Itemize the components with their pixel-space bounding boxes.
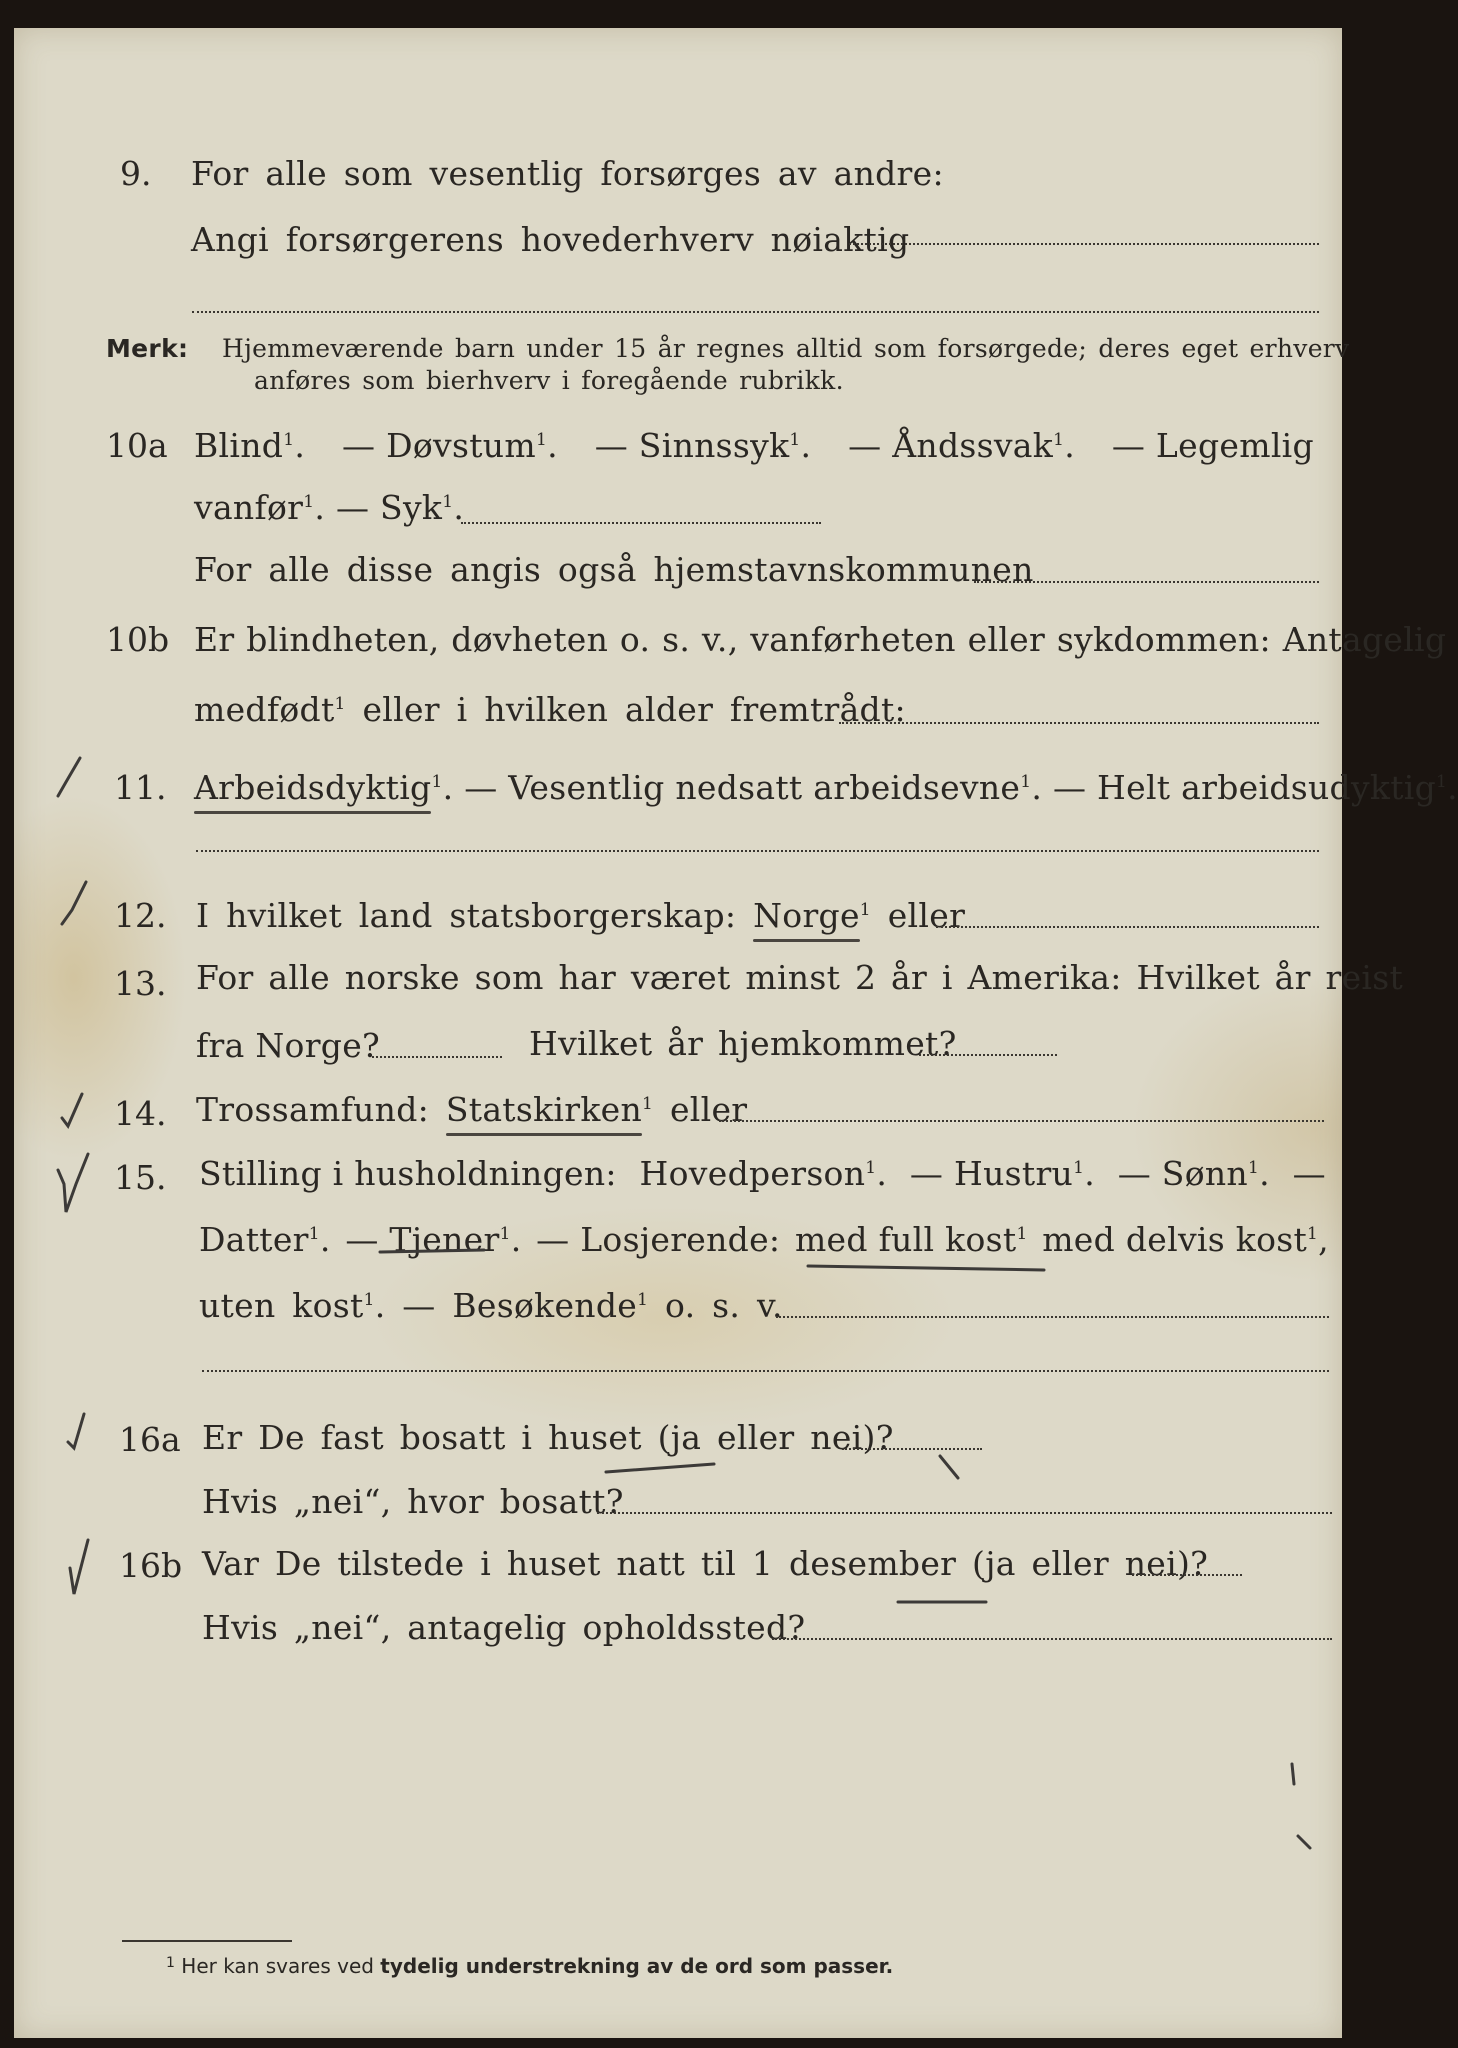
- option-blind[interactable]: Blind$^1$.: [194, 426, 306, 465]
- q9-line2: Angi forsørgerens hovederhverv nøiaktig: [191, 220, 910, 259]
- option-full-kost[interactable]: med full kost$^1$: [794, 1220, 1028, 1259]
- option-andssvak[interactable]: — Åndssvak$^1$.: [848, 426, 1075, 465]
- q13-line2a: fra Norge?: [196, 1026, 381, 1065]
- footnote-text: Her kan svares ved: [181, 1954, 374, 1978]
- checkmark-icon: [62, 882, 86, 924]
- q12-eller: eller: [887, 896, 966, 935]
- q15-label: Stilling i husholdningen:: [199, 1154, 617, 1193]
- option-hustru[interactable]: — Hustru$^1$.: [909, 1154, 1095, 1193]
- option-syk[interactable]: — Syk$^1$.: [335, 488, 465, 527]
- option-helt-arbeidsudyktig[interactable]: — Helt arbeidsudyktig$^1$.: [1052, 768, 1458, 807]
- merk-line1: Hjemmeværende barn under 15 år regnes alltid som forsørgede; deres eget erhverv: [222, 334, 1350, 363]
- checkmark-icon: [68, 1414, 84, 1448]
- q15-dash: —: [1292, 1154, 1326, 1193]
- handwritten-stroke: [1298, 1836, 1310, 1848]
- option-tjener[interactable]: — Tjener$^1$.: [345, 1220, 522, 1259]
- option-uten-kost[interactable]: uten kost$^1$.: [199, 1286, 386, 1325]
- q14-label: Trossamfund:: [196, 1090, 430, 1129]
- checkmark-icon: [70, 1540, 88, 1594]
- option-sinnssyk[interactable]: — Sinnssyk$^1$.: [594, 426, 812, 465]
- option-legemlig[interactable]: — Legemlig: [1111, 426, 1314, 465]
- checkmark-icon: [58, 1154, 88, 1212]
- option-medfodt[interactable]: medfødt$^1$: [194, 690, 346, 729]
- option-delvis-kost[interactable]: med delvis kost$^1$,: [1042, 1220, 1329, 1259]
- q10b-number: 10b: [106, 620, 170, 659]
- q15-number: 15.: [114, 1158, 167, 1197]
- option-vesentlig-nedsatt[interactable]: — Vesentlig nedsatt arbeidsevne$^1$.: [464, 768, 1043, 807]
- option-dovstum[interactable]: — Døvstum$^1$.: [342, 426, 558, 465]
- handwritten-stroke: [606, 1464, 714, 1472]
- option-vanfor[interactable]: vanfør$^1$.: [194, 488, 326, 527]
- handwritten-stroke: [1292, 1764, 1294, 1784]
- handwriting-layer: [14, 28, 1342, 2038]
- q13-number: 13.: [114, 964, 167, 1003]
- q12-number: 12.: [114, 896, 167, 935]
- q10b-line1: Er blindheten, døvheten o. s. v., vanførheten eller sykdommen: Antagelig: [194, 620, 1447, 659]
- option-sonn[interactable]: — Sønn$^1$.: [1117, 1154, 1270, 1193]
- option-arbeidsdyktig[interactable]: Arbeidsdyktig$^1$.: [194, 768, 454, 807]
- q16b-line2: Hvis „nei“, antagelig opholdssted?: [202, 1608, 806, 1647]
- footnote-mark: 1: [166, 1955, 175, 1971]
- q14-eller: eller: [669, 1090, 748, 1129]
- q16a-number: 16a: [119, 1420, 181, 1459]
- q14-number: 14.: [114, 1094, 167, 1133]
- handwritten-stroke: [380, 1250, 484, 1252]
- checkmark-icon: [62, 1094, 82, 1126]
- merk-line2: anføres som bierhverv i foregående rubrikk.: [254, 366, 844, 395]
- q9-line1: For alle som vesentlig forsørges av andre:: [191, 154, 944, 193]
- q12-label: I hvilket land statsborgerskap:: [196, 896, 737, 935]
- handwritten-stroke: [808, 1266, 1044, 1270]
- q16b-line1: Var De tilstede i huset natt til 1 desember (ja eller nei)?: [202, 1544, 1209, 1583]
- footnote-bold-text: tydelig understrekning av de ord som passer.: [380, 1954, 894, 1978]
- option-norge[interactable]: Norge$^1$: [753, 896, 871, 935]
- checkmark-icon: [58, 758, 80, 796]
- handwritten-stroke: [940, 1456, 958, 1478]
- q10a-number: 10a: [106, 426, 168, 465]
- merk-label: Merk:: [106, 334, 189, 363]
- q13-line1: For alle norske som har været minst 2 år i Amerika: Hvilket år reist: [196, 958, 1404, 997]
- q9-number: 9.: [120, 154, 152, 193]
- q10b-alder-label: eller i hvilken alder fremtrådt:: [362, 690, 906, 729]
- census-form-page: [14, 28, 1458, 2038]
- option-hovedperson[interactable]: Hovedperson$^1$.: [639, 1154, 888, 1193]
- q16a-line2: Hvis „nei“, hvor bosatt?: [202, 1482, 624, 1521]
- option-datter[interactable]: Datter$^1$.: [199, 1220, 331, 1259]
- q15-osv: o. s. v.: [665, 1286, 783, 1325]
- q16a-line1: Er De fast bosatt i huset (ja eller nei)?: [202, 1418, 894, 1457]
- option-losjerende: — Losjerende:: [536, 1220, 781, 1259]
- q13-line2b: Hvilket år hjemkommet?: [529, 1024, 957, 1063]
- q16b-number: 16b: [119, 1546, 183, 1585]
- option-statskirken[interactable]: Statskirken$^1$: [445, 1090, 654, 1129]
- q10a-line3: For alle disse angis også hjemstavnskommunen: [194, 550, 1034, 589]
- q11-number: 11.: [114, 768, 167, 807]
- option-besokende[interactable]: — Besøkende$^1$: [402, 1286, 649, 1325]
